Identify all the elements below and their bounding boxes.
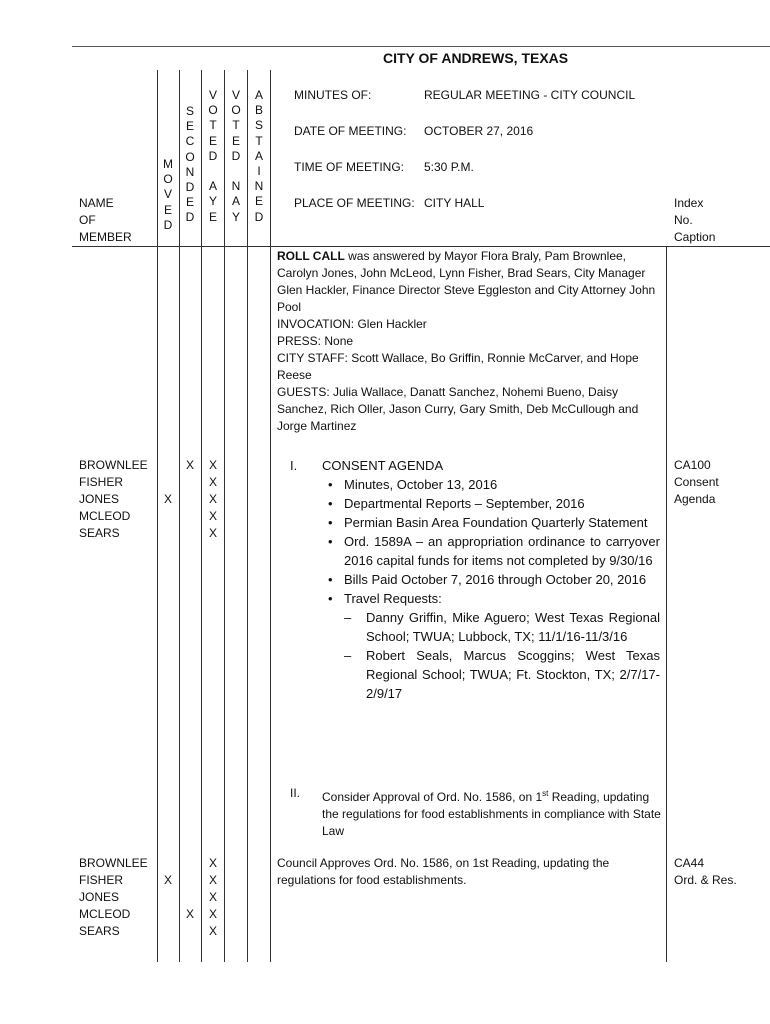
page-title: CITY OF ANDREWS, TEXAS [383, 50, 569, 66]
section2-numeral: II. [290, 786, 301, 800]
agenda-bullet: • Travel Requests: [320, 589, 660, 608]
section3-motion: Council Approves Ord. No. 1586, on 1st Reading, updating the regulations for food establishments. [277, 856, 610, 887]
column-header-voted-aye: V O T E D A Y E [208, 88, 218, 224]
divider-moved-seconded [179, 70, 180, 962]
column-header-voted-nay: V O T E D N A Y [231, 88, 241, 224]
section1-seconded-votes: X [185, 458, 194, 472]
divider-name-moved [157, 70, 158, 962]
section1-moved-votes: X [163, 492, 172, 506]
divider-aye-nay [224, 70, 225, 962]
member-name: SEARS [79, 924, 120, 938]
agenda-bullet: • Bills Paid October 7, 2016 through October 20, 2016 [320, 570, 660, 589]
section3-seconded-votes: X [185, 907, 194, 921]
section3-members [79, 855, 148, 940]
section3-aye-votes: X X X X X [208, 856, 217, 938]
section1-heading: I. CONSENT AGENDA [290, 458, 444, 473]
member-name: MCLEOD [79, 509, 131, 523]
section1-members [79, 457, 148, 542]
place-value: CITY HALL [424, 196, 485, 210]
member-name: BROWNLEE [79, 856, 148, 870]
press: PRESS: None [277, 334, 354, 348]
roll-call-lead: ROLL CALL [277, 249, 345, 263]
section1-index: CA100 Consent Agenda [674, 458, 719, 506]
member-name: MCLEOD [79, 907, 131, 921]
section2-item [290, 785, 662, 840]
city-staff: CITY STAFF: Scott Wallace, Bo Griffin, Ronnie McCarver, and Hope Reese [277, 351, 639, 382]
member-name: JONES [79, 890, 120, 904]
agenda-bullet: • Ord. 1589A – an appropriation ordinance to carryover 2016 capital funds for items not completed by 9/30/16 [320, 532, 660, 570]
divider-abstain-content [270, 70, 271, 962]
minutes-of-label: MINUTES OF: [294, 88, 372, 102]
agenda-bullet: • Departmental Reports – September, 2016 [320, 494, 660, 513]
minutes-of-value: REGULAR MEETING - CITY COUNCIL [424, 88, 636, 102]
time-label: TIME OF MEETING: [294, 160, 404, 174]
member-name: FISHER [79, 475, 124, 489]
column-header-name: NAME OF MEMBER [79, 196, 132, 244]
travel-request: – Danny Griffin, Mike Aguero; West Texas Regional School; TWUA; Lubbock, TX; 11/1/16-11/3/16 [320, 608, 660, 646]
invocation: INVOCATION: Glen Hackler [277, 317, 427, 331]
member-name: FISHER [79, 873, 124, 887]
member-name: BROWNLEE [79, 458, 148, 472]
consent-agenda [290, 456, 660, 703]
date-label: DATE OF MEETING: [294, 124, 407, 138]
guests: GUESTS: Julia Wallace, Danatt Sanchez, Nohemi Bueno, Daisy Sanchez, Rich Oller, Jason Curry, Gary Smith, Deb McCullough and Jorge Martinez [277, 385, 639, 433]
roll-call-block [277, 248, 662, 435]
divider-seconded-aye [201, 70, 202, 962]
member-name: JONES [79, 492, 120, 506]
agenda-bullet: • Permian Basin Area Foundation Quarterly Statement [320, 513, 660, 532]
section3-moved-votes: X [163, 873, 172, 887]
divider-content-index [666, 246, 667, 962]
place-label: PLACE OF MEETING: [294, 196, 415, 210]
column-header-abstained: A B S T A I N E D [254, 88, 264, 224]
date-value: OCTOBER 27, 2016 [424, 124, 534, 138]
top-rule [72, 46, 770, 47]
roll-call-text: was answered by Mayor Flora Braly, Pam Brownlee, Carolyn Jones, John McLeod, Lynn Fisher, Brad Sears, City Manager Glen Hackler, Finance Director Steve Eggleston and City Attorney John Pool [277, 249, 656, 314]
divider-nay-abstain [247, 70, 248, 962]
header-rule [72, 246, 770, 247]
member-name: SEARS [79, 526, 120, 540]
agenda-bullet: • Minutes, October 13, 2016 [320, 475, 660, 494]
time-value: 5:30 P.M. [424, 160, 474, 174]
section3-index: CA44 Ord. & Res. [674, 856, 737, 887]
section1-aye-votes: X X X X X [208, 458, 217, 540]
travel-request: – Robert Seals, Marcus Scoggins; West Texas Regional School; TWUA; Ft. Stockton, TX; 2/7/17-2/9/17 [320, 646, 660, 703]
section2-text: Consider Approval of Ord. No. 1586, on 1st Reading, updating the regulations for food establishments in compliance with State Law [322, 789, 661, 838]
column-header-moved: M O V E D [163, 157, 173, 232]
column-header-seconded: S E C O N D E D [185, 104, 195, 225]
column-header-index: Index No. Caption [674, 196, 716, 244]
